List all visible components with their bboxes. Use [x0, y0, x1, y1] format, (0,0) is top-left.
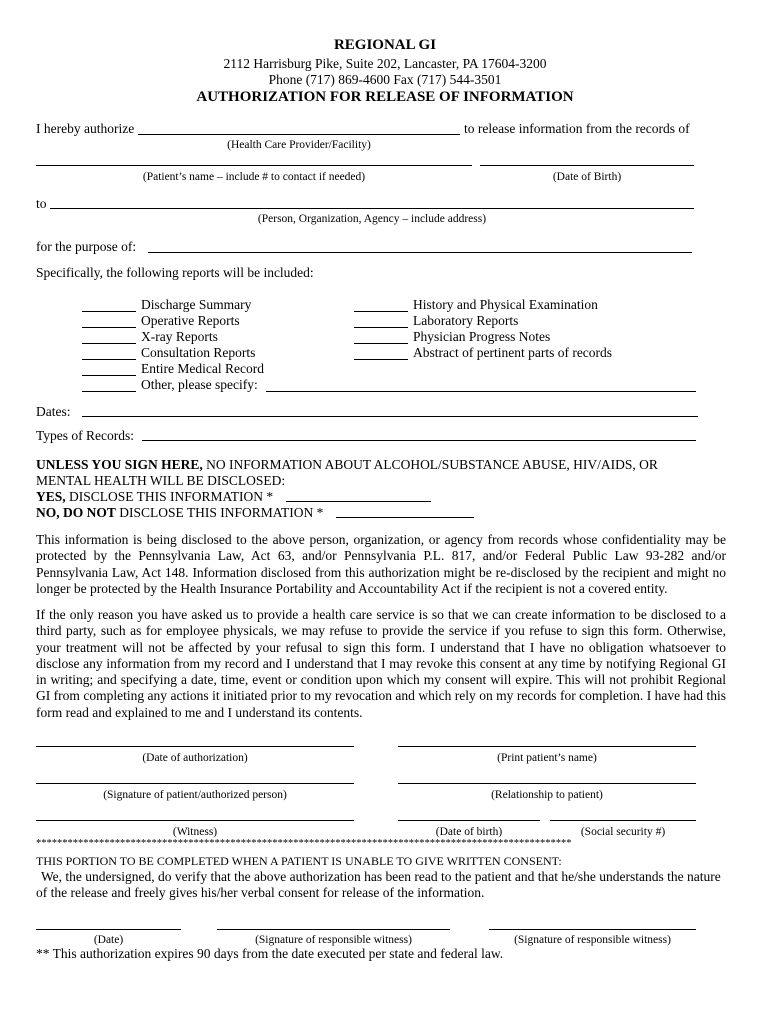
verbal-consent-heading: THIS PORTION TO BE COMPLETED WHEN A PATIENT IS UNABLE TO GIVE WRITTEN CONSENT: — [36, 854, 562, 868]
report-blank-consultation[interactable] — [82, 359, 136, 360]
purpose-label: for the purpose of: — [36, 239, 137, 254]
other-specify-field[interactable] — [266, 391, 696, 392]
disclose-no-bold: NO, DO NOT — [36, 505, 116, 520]
report-label-other: Other, please specify: — [141, 377, 258, 392]
dates-field[interactable] — [82, 416, 698, 417]
report-blank-laboratory[interactable] — [354, 327, 408, 328]
types-label: Types of Records: — [36, 428, 135, 443]
recipient-field[interactable] — [50, 208, 694, 209]
report-label-laboratory: Laboratory Reports — [413, 313, 519, 328]
provider-caption: (Health Care Provider/Facility) — [227, 139, 371, 151]
report-label-operative: Operative Reports — [141, 313, 240, 328]
date-of-authorization-caption: (Date of authorization) — [142, 752, 248, 764]
witness-dob-caption: (Date of birth) — [435, 826, 503, 838]
star-divider: ****************************************************************************************************** — [36, 838, 572, 849]
print-name-caption: (Print patient’s name) — [497, 752, 597, 764]
disclosure-warning — [36, 457, 658, 473]
disclosure-warning-bold: UNLESS YOU SIGN HERE, — [36, 457, 203, 472]
report-blank-abstract[interactable] — [354, 359, 408, 360]
verbal-witness2-caption: (Signature of responsible witness) — [514, 934, 671, 946]
report-blank-discharge[interactable] — [82, 311, 136, 312]
ssn-caption: (Social security #) — [580, 826, 666, 838]
verbal-date-caption: (Date) — [93, 934, 124, 946]
date-of-authorization-field[interactable] — [36, 746, 354, 747]
report-label-discharge: Discharge Summary — [141, 297, 252, 312]
verbal-witness2-field[interactable] — [489, 929, 696, 930]
report-label-history: History and Physical Examination — [413, 297, 598, 312]
provider-field[interactable] — [138, 134, 460, 135]
report-label-entire: Entire Medical Record — [141, 361, 264, 376]
recipient-caption: (Person, Organization, Agency – include address) — [257, 213, 487, 225]
report-label-xray: X-ray Reports — [141, 329, 218, 344]
disclose-no-signature[interactable] — [336, 517, 474, 518]
disclose-no — [36, 505, 323, 521]
report-blank-operative[interactable] — [82, 327, 136, 328]
ssn-field[interactable] — [550, 820, 696, 821]
authorize-label: I hereby authorize — [36, 121, 135, 136]
to-label: to — [36, 196, 47, 211]
verbal-witness1-field[interactable] — [217, 929, 450, 930]
verbal-consent-text: We, the undersigned, do verify that the above authorization has been read to the patient and that he/she understands the nature of the release and freely gives his/her verbal consent for release of the information. — [36, 869, 721, 901]
report-blank-other[interactable] — [82, 391, 136, 392]
witness-field[interactable] — [36, 820, 354, 821]
report-blank-progress[interactable] — [354, 343, 408, 344]
form-title: AUTHORIZATION FOR RELEASE OF INFORMATION — [196, 89, 574, 105]
disclosure-warning-line2: MENTAL HEALTH WILL BE DISCLOSED: — [36, 473, 286, 488]
report-label-consultation: Consultation Reports — [141, 345, 256, 360]
relationship-field[interactable] — [398, 783, 696, 784]
disclose-yes — [36, 489, 273, 505]
purpose-field[interactable] — [148, 252, 692, 253]
release-label: to release information from the records of — [464, 121, 690, 136]
witness-caption: (Witness) — [172, 826, 218, 838]
reports-intro: Specifically, the following reports will be included: — [36, 265, 314, 280]
patient-signature-caption: (Signature of patient/authorized person) — [103, 789, 287, 801]
types-field[interactable] — [142, 440, 696, 441]
report-label-progress: Physician Progress Notes — [413, 329, 551, 344]
patient-dob-caption: (Date of Birth) — [552, 171, 622, 183]
disclose-yes-signature[interactable] — [286, 501, 431, 502]
report-blank-history[interactable] — [354, 311, 408, 312]
patient-dob-field[interactable] — [480, 165, 694, 166]
verbal-date-field[interactable] — [36, 929, 181, 930]
relationship-caption: (Relationship to patient) — [491, 789, 603, 801]
patient-name-field[interactable] — [36, 165, 472, 166]
disclose-yes-bold: YES, — [36, 489, 66, 504]
report-blank-xray[interactable] — [82, 343, 136, 344]
report-blank-entire[interactable] — [82, 375, 136, 376]
org-phone: Phone (717) 869-4600 Fax (717) 544-3501 — [268, 72, 502, 87]
disclosure-warning-rest: NO INFORMATION ABOUT ALCOHOL/SUBSTANCE ABUSE, HIV/AIDS, OR — [206, 457, 658, 472]
verbal-witness1-caption: (Signature of responsible witness) — [255, 934, 412, 946]
expiry-note: ** This authorization expires 90 days from the date executed per state and federal law. — [36, 946, 504, 961]
org-address: 2112 Harrisburg Pike, Suite 202, Lancaster, PA 17604-3200 — [223, 56, 547, 71]
disclose-yes-text: DISCLOSE THIS INFORMATION * — [69, 489, 274, 504]
consent-paragraph: If the only reason you have asked us to provide a health care service is so that we can create information to be disclosed to a third party, such as for employee physicals, we may refuse to provide the service if you refuse to sign this form. Otherwise, your treatment will not be affected by your refusal to sign this form. I understand that I have no obligation whatsoever to disclose any information from my record and I understand that I may revoke this consent at any time by notifying Regional GI in writing; and specifying a date, time, event or condition upon which my consent will expire. This will not prohibit Regional GI from completing any actions it initiated prior to my revocation and which rely on my records for completion. I have had this form read and explained to me and I understand its contents. — [36, 607, 726, 720]
org-name: REGIONAL GI — [333, 37, 437, 53]
report-label-abstract: Abstract of pertinent parts of records — [413, 345, 613, 360]
confidentiality-paragraph: This information is being disclosed to the above person, organization, or agency from records whose confidentiality may be protected by the Pennsylvania Law, Act 63, and/or Pennsylvania P.L. 817, and/or Federal Public Law 93-282 and/or Pennsylvania Law, Act 148. Information disclosed from this authorization might be re-disclosed by the recipient and might no longer be protected by the Health Insurance Portability and Accountability Act if the recipient is not a covered entity. — [36, 532, 726, 596]
witness-dob-field[interactable] — [398, 820, 540, 821]
patient-signature-field[interactable] — [36, 783, 354, 784]
dates-label: Dates: — [36, 404, 71, 419]
disclose-no-text: DISCLOSE THIS INFORMATION * — [119, 505, 324, 520]
print-name-field[interactable] — [398, 746, 696, 747]
patient-name-caption: (Patient’s name – include # to contact if needed) — [142, 171, 366, 183]
